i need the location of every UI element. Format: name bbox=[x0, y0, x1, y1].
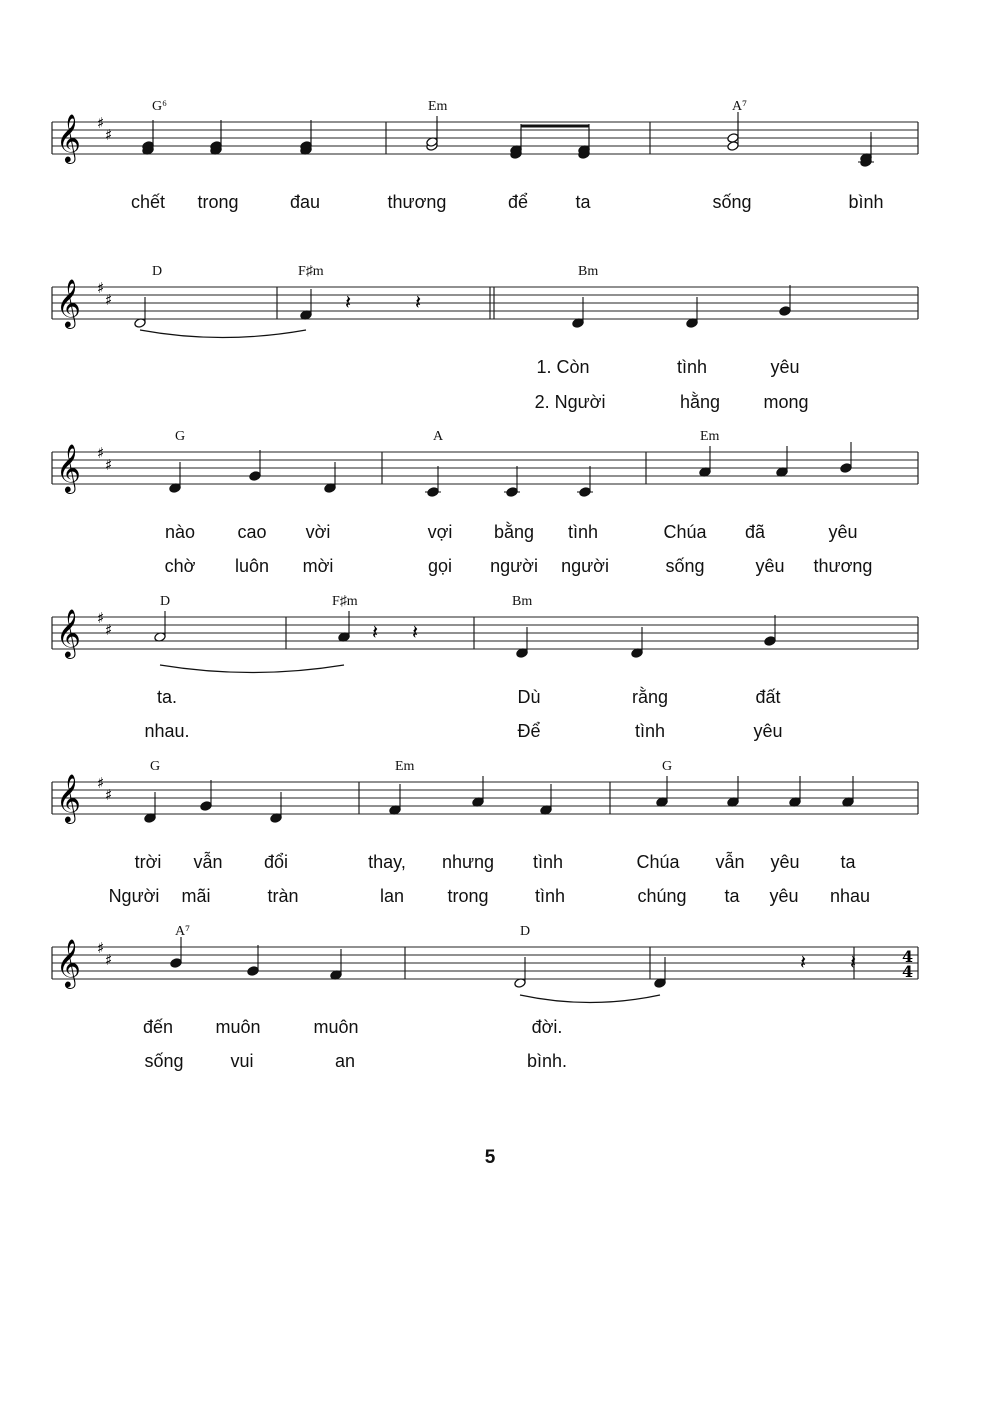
lyric-syllable: gọi bbox=[427, 556, 453, 576]
lyric-syllable: bình. bbox=[526, 1051, 568, 1071]
treble-clef-icon: 𝄞 bbox=[56, 113, 81, 162]
staff-system bbox=[52, 264, 918, 412]
chord-symbol: G bbox=[662, 759, 673, 774]
page-number: 5 bbox=[484, 1147, 496, 1168]
lyric-syllable: đất bbox=[755, 687, 781, 707]
quarter-rest-icon: 𝄽 bbox=[415, 290, 422, 314]
lyric-syllable: muôn bbox=[215, 1017, 261, 1037]
note-head bbox=[200, 801, 212, 812]
lyric-syllable: vợi bbox=[427, 522, 453, 542]
note-head bbox=[727, 141, 739, 152]
lyric-syllable: mong bbox=[763, 392, 809, 412]
chord-symbol: D bbox=[152, 264, 163, 279]
note-head bbox=[170, 958, 182, 969]
lyric-syllable: mãi bbox=[181, 886, 211, 906]
note-head bbox=[249, 471, 261, 482]
lyric-syllable: Dù bbox=[517, 687, 541, 707]
lyric-syllable: nhưng bbox=[441, 852, 495, 872]
sharp-icon: ♯ bbox=[105, 621, 113, 639]
lyric-syllable: đau bbox=[289, 192, 321, 212]
chord-symbol: G⁶ bbox=[152, 99, 167, 114]
lyric-syllable: thương bbox=[813, 556, 873, 576]
lyric-syllable: luôn bbox=[234, 556, 270, 576]
time-signature: 4 bbox=[902, 962, 914, 981]
lyric-syllable: đã bbox=[744, 522, 766, 542]
sharp-icon: ♯ bbox=[97, 774, 105, 792]
lyric-syllable: ta bbox=[724, 886, 740, 906]
treble-clef-icon: 𝄞 bbox=[56, 278, 81, 327]
staff-system bbox=[52, 924, 918, 1071]
lyric-syllable: yêu bbox=[828, 522, 858, 542]
lyric-syllable: tình bbox=[634, 721, 666, 741]
staff-system bbox=[52, 594, 918, 741]
lyric-syllable: vẫn bbox=[193, 852, 223, 872]
lyric-syllable: nhau bbox=[829, 886, 871, 906]
lyric-syllable: chờ bbox=[164, 556, 196, 576]
note-head bbox=[840, 463, 852, 474]
lyric-syllable: yêu bbox=[755, 556, 785, 576]
lyric-syllable: yêu bbox=[753, 721, 783, 741]
lyric-syllable: ta. bbox=[156, 687, 178, 707]
chord-symbol: F♯m bbox=[332, 594, 358, 609]
sharp-icon: ♯ bbox=[105, 291, 113, 309]
staff-system bbox=[52, 99, 918, 212]
lyric-syllable: đổi bbox=[263, 852, 289, 872]
quarter-rest-icon: 𝄽 bbox=[850, 950, 857, 974]
note-head bbox=[764, 636, 776, 647]
lyric-syllable: trong bbox=[197, 192, 239, 212]
lyric-syllable: tình bbox=[567, 522, 599, 542]
treble-clef-icon: 𝄞 bbox=[56, 608, 81, 657]
chord-symbol: Em bbox=[428, 99, 448, 114]
lyric-syllable: trong bbox=[447, 886, 489, 906]
chord-symbol: Bm bbox=[578, 264, 599, 279]
lyric-syllable: tình bbox=[534, 886, 566, 906]
note-head bbox=[779, 306, 791, 317]
quarter-rest-icon: 𝄽 bbox=[345, 290, 352, 314]
lyric-syllable: hằng bbox=[679, 392, 721, 412]
lyric-syllable: sống bbox=[712, 192, 752, 212]
lyric-syllable: sống bbox=[665, 556, 705, 576]
lyric-syllable: ta bbox=[840, 852, 856, 872]
lyric-syllable: đến bbox=[142, 1017, 174, 1037]
staff-system bbox=[52, 759, 918, 906]
time-signature: 4 bbox=[902, 947, 914, 966]
staff-system bbox=[52, 429, 918, 576]
lyric-syllable: 1. Còn bbox=[536, 357, 590, 377]
lyric-syllable: sống bbox=[144, 1051, 184, 1071]
lyric-syllable: yêu bbox=[770, 357, 800, 377]
tie bbox=[140, 330, 306, 338]
lyric-syllable: cao bbox=[237, 522, 267, 542]
lyric-syllable: yêu bbox=[770, 852, 800, 872]
lyric-syllable: an bbox=[334, 1051, 356, 1071]
chord-symbol: D bbox=[520, 924, 531, 939]
chord-symbol: Em bbox=[700, 429, 720, 444]
lyric-syllable: thay, bbox=[368, 852, 406, 872]
lyric-syllable: Để bbox=[517, 721, 541, 741]
lyric-syllable: thương bbox=[387, 192, 447, 212]
chord-symbol: A⁷ bbox=[732, 99, 747, 114]
lyric-syllable: vui bbox=[230, 1051, 254, 1071]
chord-symbol: F♯m bbox=[298, 264, 324, 279]
lyric-syllable: trời bbox=[134, 852, 162, 872]
lyric-syllable: để bbox=[507, 192, 529, 212]
lyric-syllable: vẫn bbox=[715, 852, 745, 872]
sharp-icon: ♯ bbox=[97, 114, 105, 132]
sharp-icon: ♯ bbox=[105, 456, 113, 474]
lyric-syllable: 2. Người bbox=[534, 392, 606, 412]
lyric-syllable: chết bbox=[130, 192, 166, 212]
treble-clef-icon: 𝄞 bbox=[56, 443, 81, 492]
lyric-syllable: bình bbox=[848, 192, 884, 212]
lyric-syllable: Người bbox=[108, 886, 160, 906]
lyric-syllable: đời. bbox=[531, 1017, 563, 1037]
treble-clef-icon: 𝄞 bbox=[56, 938, 81, 987]
lyric-syllable: người bbox=[561, 556, 609, 576]
chord-symbol: D bbox=[160, 594, 171, 609]
quarter-rest-icon: 𝄽 bbox=[412, 620, 419, 644]
tie bbox=[160, 665, 344, 673]
lyric-syllable: tràn bbox=[267, 886, 299, 906]
quarter-rest-icon: 𝄽 bbox=[372, 620, 379, 644]
chord-symbol: A bbox=[433, 429, 444, 444]
lyric-syllable: nào bbox=[164, 522, 196, 542]
lyric-syllable: Chúa bbox=[663, 522, 707, 542]
sharp-icon: ♯ bbox=[105, 126, 113, 144]
note-head bbox=[247, 966, 259, 977]
lyric-syllable: lan bbox=[379, 886, 405, 906]
lyric-syllable: chúng bbox=[637, 886, 687, 906]
lyric-syllable: yêu bbox=[769, 886, 799, 906]
chord-symbol: G bbox=[175, 429, 186, 444]
lyric-syllable: bằng bbox=[493, 522, 535, 542]
sharp-icon: ♯ bbox=[97, 609, 105, 627]
lyric-syllable: ta bbox=[575, 192, 591, 212]
chord-symbol: Em bbox=[395, 759, 415, 774]
chord-symbol: G bbox=[150, 759, 161, 774]
sharp-icon: ♯ bbox=[97, 444, 105, 462]
lyric-syllable: vời bbox=[305, 522, 331, 542]
lyric-syllable: rằng bbox=[631, 687, 669, 707]
sharp-icon: ♯ bbox=[97, 279, 105, 297]
treble-clef-icon: 𝄞 bbox=[56, 773, 81, 822]
quarter-rest-icon: 𝄽 bbox=[800, 950, 807, 974]
lyric-syllable: tình bbox=[676, 357, 708, 377]
lyric-syllable: nhau. bbox=[144, 721, 190, 741]
sharp-icon: ♯ bbox=[105, 786, 113, 804]
lyric-syllable: người bbox=[490, 556, 538, 576]
chord-symbol: A⁷ bbox=[175, 924, 190, 939]
lyric-syllable: Chúa bbox=[636, 852, 680, 872]
tie bbox=[520, 995, 660, 1003]
chord-symbol: Bm bbox=[512, 594, 533, 609]
sharp-icon: ♯ bbox=[105, 951, 113, 969]
lyric-syllable: muôn bbox=[313, 1017, 359, 1037]
sharp-icon: ♯ bbox=[97, 939, 105, 957]
lyric-syllable: mời bbox=[302, 556, 334, 576]
lyric-syllable: tình bbox=[532, 852, 564, 872]
